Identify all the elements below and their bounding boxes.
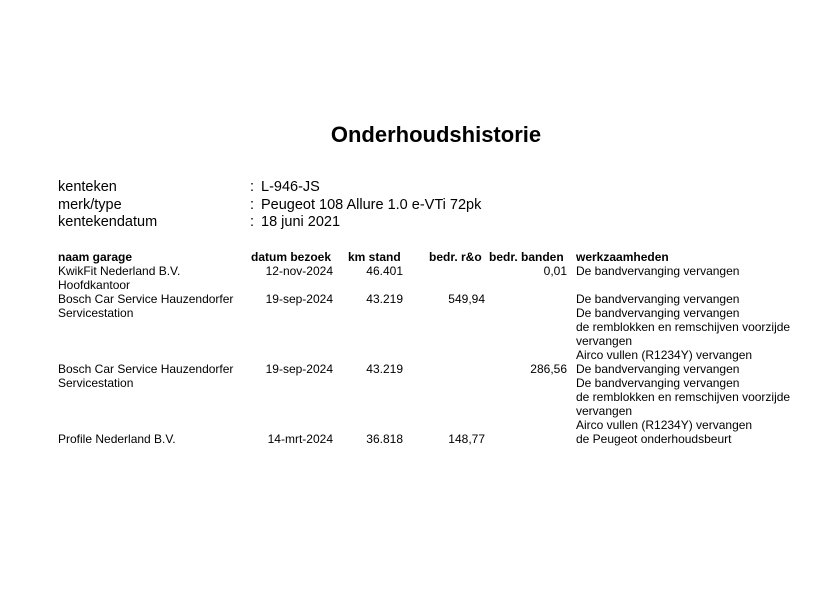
cell-km: 36.818: [366, 432, 403, 446]
work-item: Airco vullen (R1234Y) vervangen: [576, 348, 753, 362]
cell-work: [576, 432, 806, 446]
header-ro: bedr. r&o: [429, 250, 482, 264]
work-item: Airco vullen (R1234Y) vervangen: [576, 418, 753, 432]
cell-km: 43.219: [366, 292, 403, 306]
cell-work: [576, 264, 806, 278]
info-value: Peugeot 108 Allure 1.0 e-VTi 72pk: [261, 196, 482, 213]
cell-ro: 148,77: [448, 432, 485, 446]
cell-garage: Bosch Car Service Hauzendorfer Servicestation: [58, 362, 234, 390]
cell-garage: Profile Nederland B.V.: [58, 432, 176, 446]
cell-work: [576, 362, 806, 432]
cell-km: 46.401: [366, 264, 403, 278]
cell-date: 14-mrt-2024: [267, 432, 333, 446]
header-km: km stand: [348, 250, 401, 264]
work-item: De bandvervanging vervangen: [576, 362, 740, 376]
cell-banden: 286,56: [530, 362, 567, 376]
page-title: Onderhoudshistorie: [330, 122, 542, 147]
work-item: de remblokken en remschijven voorzijde vervangen: [576, 390, 791, 418]
info-value: 18 juni 2021: [261, 214, 341, 230]
work-item: de Peugeot onderhoudsbeurt: [576, 432, 732, 446]
header-date: datum bezoek: [251, 250, 332, 264]
cell-date: 19-sep-2024: [265, 362, 333, 376]
info-label: kenteken: [58, 179, 117, 195]
info-colon: :: [250, 214, 255, 230]
header-work: werkzaamheden: [576, 250, 669, 264]
cell-garage: Bosch Car Service Hauzendorfer Servicestation: [58, 292, 234, 320]
header-garage: naam garage: [58, 250, 133, 264]
info-colon: :: [250, 179, 255, 195]
work-item: De bandvervanging vervangen: [576, 264, 740, 278]
work-item: de remblokken en remschijven voorzijde vervangen: [576, 320, 791, 348]
info-label: kentekendatum: [58, 214, 158, 230]
work-item: De bandvervanging vervangen: [576, 306, 740, 320]
cell-banden: 0,01: [543, 264, 567, 278]
header-banden: bedr. banden: [489, 250, 564, 264]
info-colon: :: [250, 196, 255, 213]
info-value: L-946-JS: [261, 179, 320, 195]
cell-km: 43.219: [366, 362, 403, 376]
work-item: De bandvervanging vervangen: [576, 292, 740, 306]
cell-date: 19-sep-2024: [265, 292, 333, 306]
cell-work: [576, 292, 806, 362]
cell-garage: KwikFit Nederland B.V. Hoofdkantoor: [58, 264, 181, 292]
cell-date: 12-nov-2024: [265, 264, 333, 278]
info-label: merk/type: [58, 196, 122, 213]
work-item: De bandvervanging vervangen: [576, 376, 740, 390]
cell-ro: 549,94: [448, 292, 485, 306]
